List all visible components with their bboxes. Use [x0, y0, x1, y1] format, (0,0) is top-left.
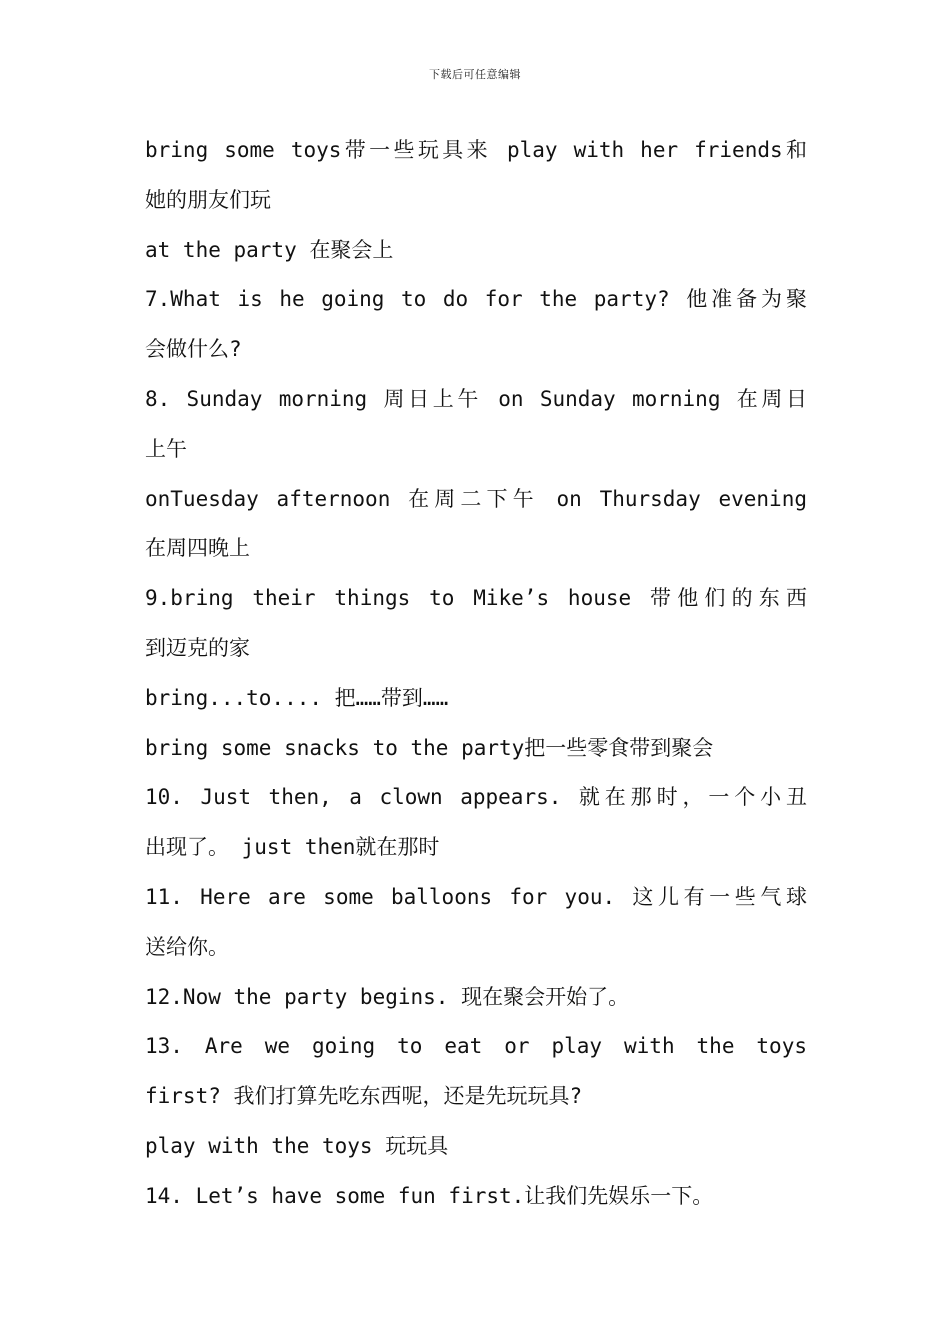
- text-line: 到迈克的家: [145, 635, 250, 660]
- text-line: 她的朋友们玩: [145, 187, 271, 212]
- text-line: bring some snacks to the party把一些零食带到聚会: [145, 735, 714, 760]
- text-line: 上午: [145, 436, 187, 461]
- text-line: 11. Here are some balloons for you. 这儿有一些气球: [145, 884, 807, 909]
- text-line: play with the toys 玩玩具: [145, 1133, 449, 1158]
- page-header: 下载后可任意编辑: [429, 68, 521, 81]
- document-body: [145, 126, 807, 1222]
- text-line: onTuesday afternoon 在周二下午 on Thursday evening: [145, 486, 807, 511]
- text-line: 12.Now the party begins. 现在聚会开始了。: [145, 984, 630, 1009]
- text-line: 8. Sunday morning 周日上午 on Sunday morning 在周日: [145, 386, 807, 411]
- text-line: 出现了。 just then就在那时: [145, 835, 440, 860]
- text-line: 7.What is he going to do for the party? 他准备为聚: [145, 287, 807, 312]
- text-line: 送给你。: [145, 934, 229, 959]
- text-line: 14. Let’s have some fun first.让我们先娱乐一下。: [145, 1183, 714, 1208]
- text-line: bring...to.... 把……带到……: [145, 685, 449, 710]
- text-line: 13. Are we going to eat or play with the toys: [145, 1034, 807, 1059]
- text-line: bring some toys带一些玩具来 play with her friends和: [145, 138, 807, 162]
- text-line: 10. Just then, a clown appears. 就在那时，一个小丑: [145, 785, 807, 810]
- text-line: 会做什么?: [145, 337, 242, 362]
- text-line: at the party 在聚会上: [145, 237, 394, 262]
- text-line: 在周四晚上: [145, 536, 250, 561]
- text-line: first? 我们打算先吃东西呢，还是先玩玩具?: [145, 1084, 583, 1109]
- text-line: 9.bring their things to Mike’s house 带他们的东西: [145, 586, 807, 611]
